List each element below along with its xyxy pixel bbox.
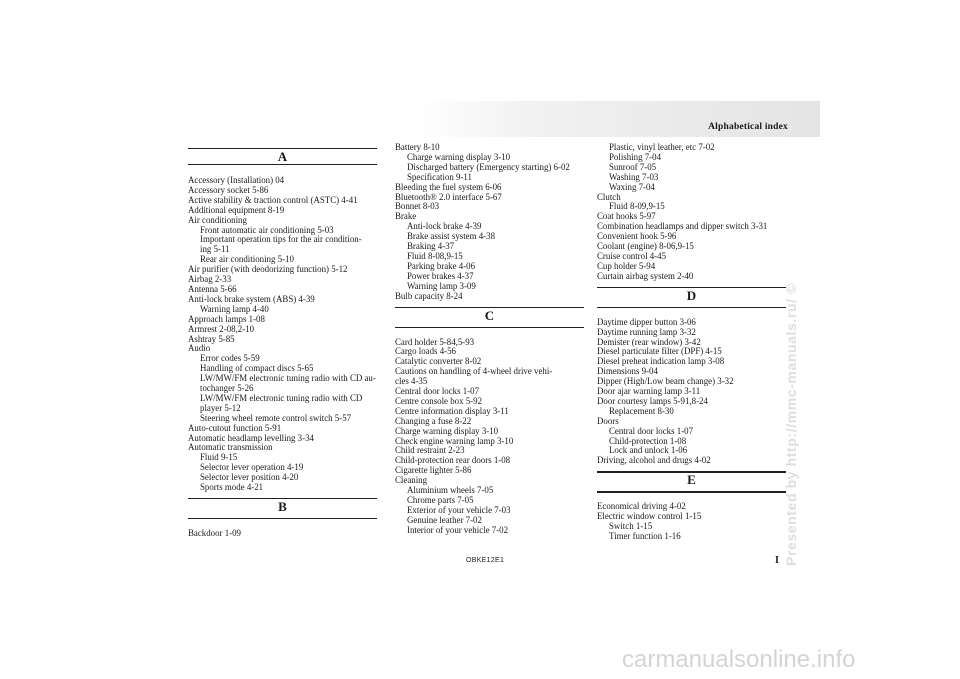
- index-entry: Bulb capacity 8-24: [395, 290, 463, 301]
- index-subentry: Brake assist system 4-38: [407, 231, 496, 242]
- index-subentry: Important operation tips for the air condition-: [200, 234, 362, 245]
- section-letter: A: [277, 149, 288, 164]
- index-entry: Bonnet 8-03: [395, 201, 440, 212]
- section-letter: D: [686, 287, 697, 303]
- index-subentry: Chrome parts 7-05: [407, 495, 474, 505]
- section-rule: [395, 327, 584, 328]
- index-subentry: Handling of compact discs 5-65: [200, 363, 314, 374]
- index-entry: Coat hooks 5-97: [597, 211, 656, 222]
- index-subentry: Central door locks 1-07: [609, 425, 694, 436]
- index-entry: Bleeding the fuel system 6-06: [395, 181, 502, 192]
- section-header: [395, 302, 584, 338]
- index-column-1: [188, 143, 378, 539]
- watermark-text: Presented by http://mmc-manuals.ru/ ©: [783, 282, 799, 566]
- index-entry: Approach lamps 1-08: [188, 313, 265, 324]
- index-entry: Driving, alcohol and drugs 4-02: [597, 455, 711, 466]
- index-entry: Diesel particulate filter (DPF) 4-15: [597, 346, 722, 357]
- index-subentry: Exterior of your vehicle 7-03: [407, 504, 511, 515]
- section-letter: B: [278, 499, 287, 514]
- index-entry: Bluetooth® 2.0 interface 5-67: [395, 191, 502, 202]
- index-subentry: LW/MW/FM electronic tuning radio with CD au-: [200, 373, 376, 384]
- index-subentry: Aluminium wheels 7-05: [407, 485, 494, 496]
- index-subentry: Selector lever position 4-20: [200, 472, 299, 483]
- index-subentry: Warning lamp 4-40: [200, 303, 269, 314]
- index-subentry: Lock and unlock 1-06: [609, 445, 688, 456]
- index-entry: Centre information display 3-11: [395, 405, 509, 416]
- index-entry: Antenna 5-66: [188, 283, 237, 294]
- index-entry: Changing a fuse 8-22: [395, 415, 472, 426]
- index-entry: Card holder 5-84,5-93: [395, 336, 475, 347]
- index-entry: Centre console box 5-92: [395, 395, 483, 406]
- index-subentry: Front automatic air conditioning 5-03: [200, 224, 334, 235]
- index-entry: Battery 8-10: [395, 142, 440, 152]
- index-subentry: Anti-lock brake 4-39: [407, 221, 482, 232]
- index-entry: Child-protection rear doors 1-08: [395, 455, 511, 466]
- index-column-3: [597, 143, 787, 542]
- index-entry: Armrest 2-08,2-10: [188, 323, 255, 334]
- index-entry: Additional equipment 8-19: [188, 204, 285, 215]
- page-number: I: [775, 555, 779, 566]
- index-entry: Check engine warning lamp 3-10: [395, 435, 514, 446]
- index-entry: Dipper (High/Low beam change) 3-32: [597, 376, 734, 387]
- site-watermark: carmanualsonline.info: [622, 646, 856, 673]
- index-subentry: LW/MW/FM electronic tuning radio with CD: [200, 392, 363, 403]
- index-entry: Air purifier (with deodorizing function) 5-12: [188, 264, 348, 275]
- section-header: [597, 282, 786, 318]
- index-entry: Demister (rear window) 3-42: [597, 336, 701, 347]
- index-entry: Daytime dipper button 3-06: [597, 316, 696, 327]
- index-entry: Cargo loads 4-56: [395, 346, 456, 357]
- index-subentry: Rear air conditioning 5-10: [200, 254, 294, 265]
- index-entry: Door ajar warning lamp 3-11: [597, 386, 701, 397]
- index-subentry: Power brakes 4-37: [407, 270, 474, 281]
- index-subentry: Polishing 7-04: [609, 151, 662, 162]
- index-entry: Economical driving 4-02: [597, 501, 686, 512]
- index-subentry: Waxing 7-04: [609, 181, 655, 192]
- index-entry: cles 4-35: [395, 376, 428, 387]
- index-subentry: Specification 9-11: [407, 171, 472, 182]
- index-entry: Diesel preheat indication lamp 3-08: [597, 356, 725, 367]
- index-subentry: Fluid 8-09,9-15: [609, 201, 665, 212]
- index-entry: Coolant (engine) 8-06,9-15: [597, 241, 694, 252]
- index-entry: Brake: [395, 211, 417, 222]
- index-subentry: Replacement 8-30: [609, 405, 674, 416]
- index-subentry: tochanger 5-26: [200, 383, 254, 394]
- index-entry: Automatic headlamp levelling 3-34: [188, 432, 314, 443]
- index-entry: Cigarette lighter 5-86: [395, 465, 472, 476]
- section-header: [597, 466, 786, 502]
- section-rule: [188, 518, 377, 519]
- index-subentry: Child-protection 1-08: [609, 435, 687, 446]
- index-entry: Curtain airbag system 2-40: [597, 270, 694, 281]
- index-entry: Air conditioning: [188, 214, 247, 225]
- index-subentry: Sunroof 7-05: [609, 161, 657, 172]
- index-entry: Cautions on handling of 4-wheel drive vehi-: [395, 366, 553, 377]
- index-entry: Door courtesy lamps 5-91,8-24: [597, 395, 708, 406]
- page-title: Alphabetical index: [708, 122, 788, 132]
- index-subentry: Braking 4-37: [407, 241, 455, 252]
- index-entry: Active stability & traction control (ASTC) 4-41: [188, 194, 358, 205]
- index-subentry: Fluid 9-15: [200, 452, 238, 463]
- index-entry: Clutch: [597, 191, 621, 202]
- index-column-2: [395, 143, 585, 536]
- index-entry: Central door locks 1-07: [395, 386, 480, 397]
- document-code: OBKE12E1: [466, 557, 505, 564]
- index-subentry: Interior of your vehicle 7-02: [407, 524, 509, 535]
- index-subentry: Warning lamp 3-09: [407, 280, 476, 291]
- index-subentry: Washing 7-03: [609, 171, 659, 182]
- index-subentry: Charge warning display 3-10: [407, 151, 511, 162]
- index-entry: Ashtray 5-85: [188, 333, 235, 344]
- index-entry: Convenient hook 5-96: [597, 231, 677, 242]
- index-subentry: Selector lever operation 4-19: [200, 462, 304, 473]
- index-entry: Daytime running lamp 3-32: [597, 326, 696, 337]
- section-letter: C: [484, 307, 495, 323]
- index-subentry: Genuine leather 7-02: [407, 514, 482, 525]
- index-entry: Accessory (Installation) 04: [188, 175, 285, 185]
- index-entry: Cleaning: [395, 475, 428, 486]
- index-entry: Electric window control 1-15: [597, 511, 702, 522]
- index-entry: Cup holder 5-94: [597, 260, 656, 271]
- index-entry: Anti-lock brake system (ABS) 4-39: [188, 293, 315, 304]
- index-entry: Auto-cutout function 5-91: [188, 422, 282, 433]
- section-header: [188, 143, 377, 176]
- index-subentry: ing 5-11: [200, 244, 230, 255]
- index-entry: Cruise control 4-45: [597, 250, 667, 261]
- index-entry: Dimensions 9-04: [597, 366, 658, 377]
- index-subentry: Plastic, vinyl leather, etc 7-02: [609, 142, 715, 152]
- index-entry: Audio: [188, 343, 211, 354]
- index-subentry: Error codes 5-59: [200, 353, 260, 364]
- section-rule: [188, 164, 377, 165]
- index-subentry: player 5-12: [200, 402, 241, 413]
- index-entry: Child restraint 2-23: [395, 445, 465, 456]
- index-entry: Combination headlamps and dipper switch 3-31: [597, 221, 768, 232]
- index-entry: Backdoor 1-09: [188, 528, 241, 538]
- index-entry: Airbag 2-33: [188, 274, 232, 285]
- index-entry: Catalytic converter 8-02: [395, 356, 482, 367]
- index-subentry: Timer function 1-16: [609, 531, 681, 541]
- index-subentry: Switch 1-15: [609, 521, 653, 532]
- index-subentry: Discharged battery (Emergency starting) 6-02: [407, 161, 570, 172]
- index-entry: Charge warning display 3-10: [395, 425, 499, 436]
- section-header: [188, 493, 377, 529]
- index-entry: Doors: [597, 415, 619, 426]
- index-subentry: Fluid 8-08,9-15: [407, 250, 463, 261]
- section-rule: [597, 491, 786, 492]
- index-entry: Accessory socket 5-86: [188, 184, 269, 195]
- section-rule: [597, 307, 786, 308]
- index-subentry: Steering wheel remote control switch 5-57: [200, 412, 352, 423]
- index-subentry: Sports mode 4-21: [200, 482, 264, 493]
- section-letter: E: [687, 472, 696, 488]
- index-entry: Automatic transmission: [188, 442, 273, 453]
- index-subentry: Parking brake 4-06: [407, 260, 476, 271]
